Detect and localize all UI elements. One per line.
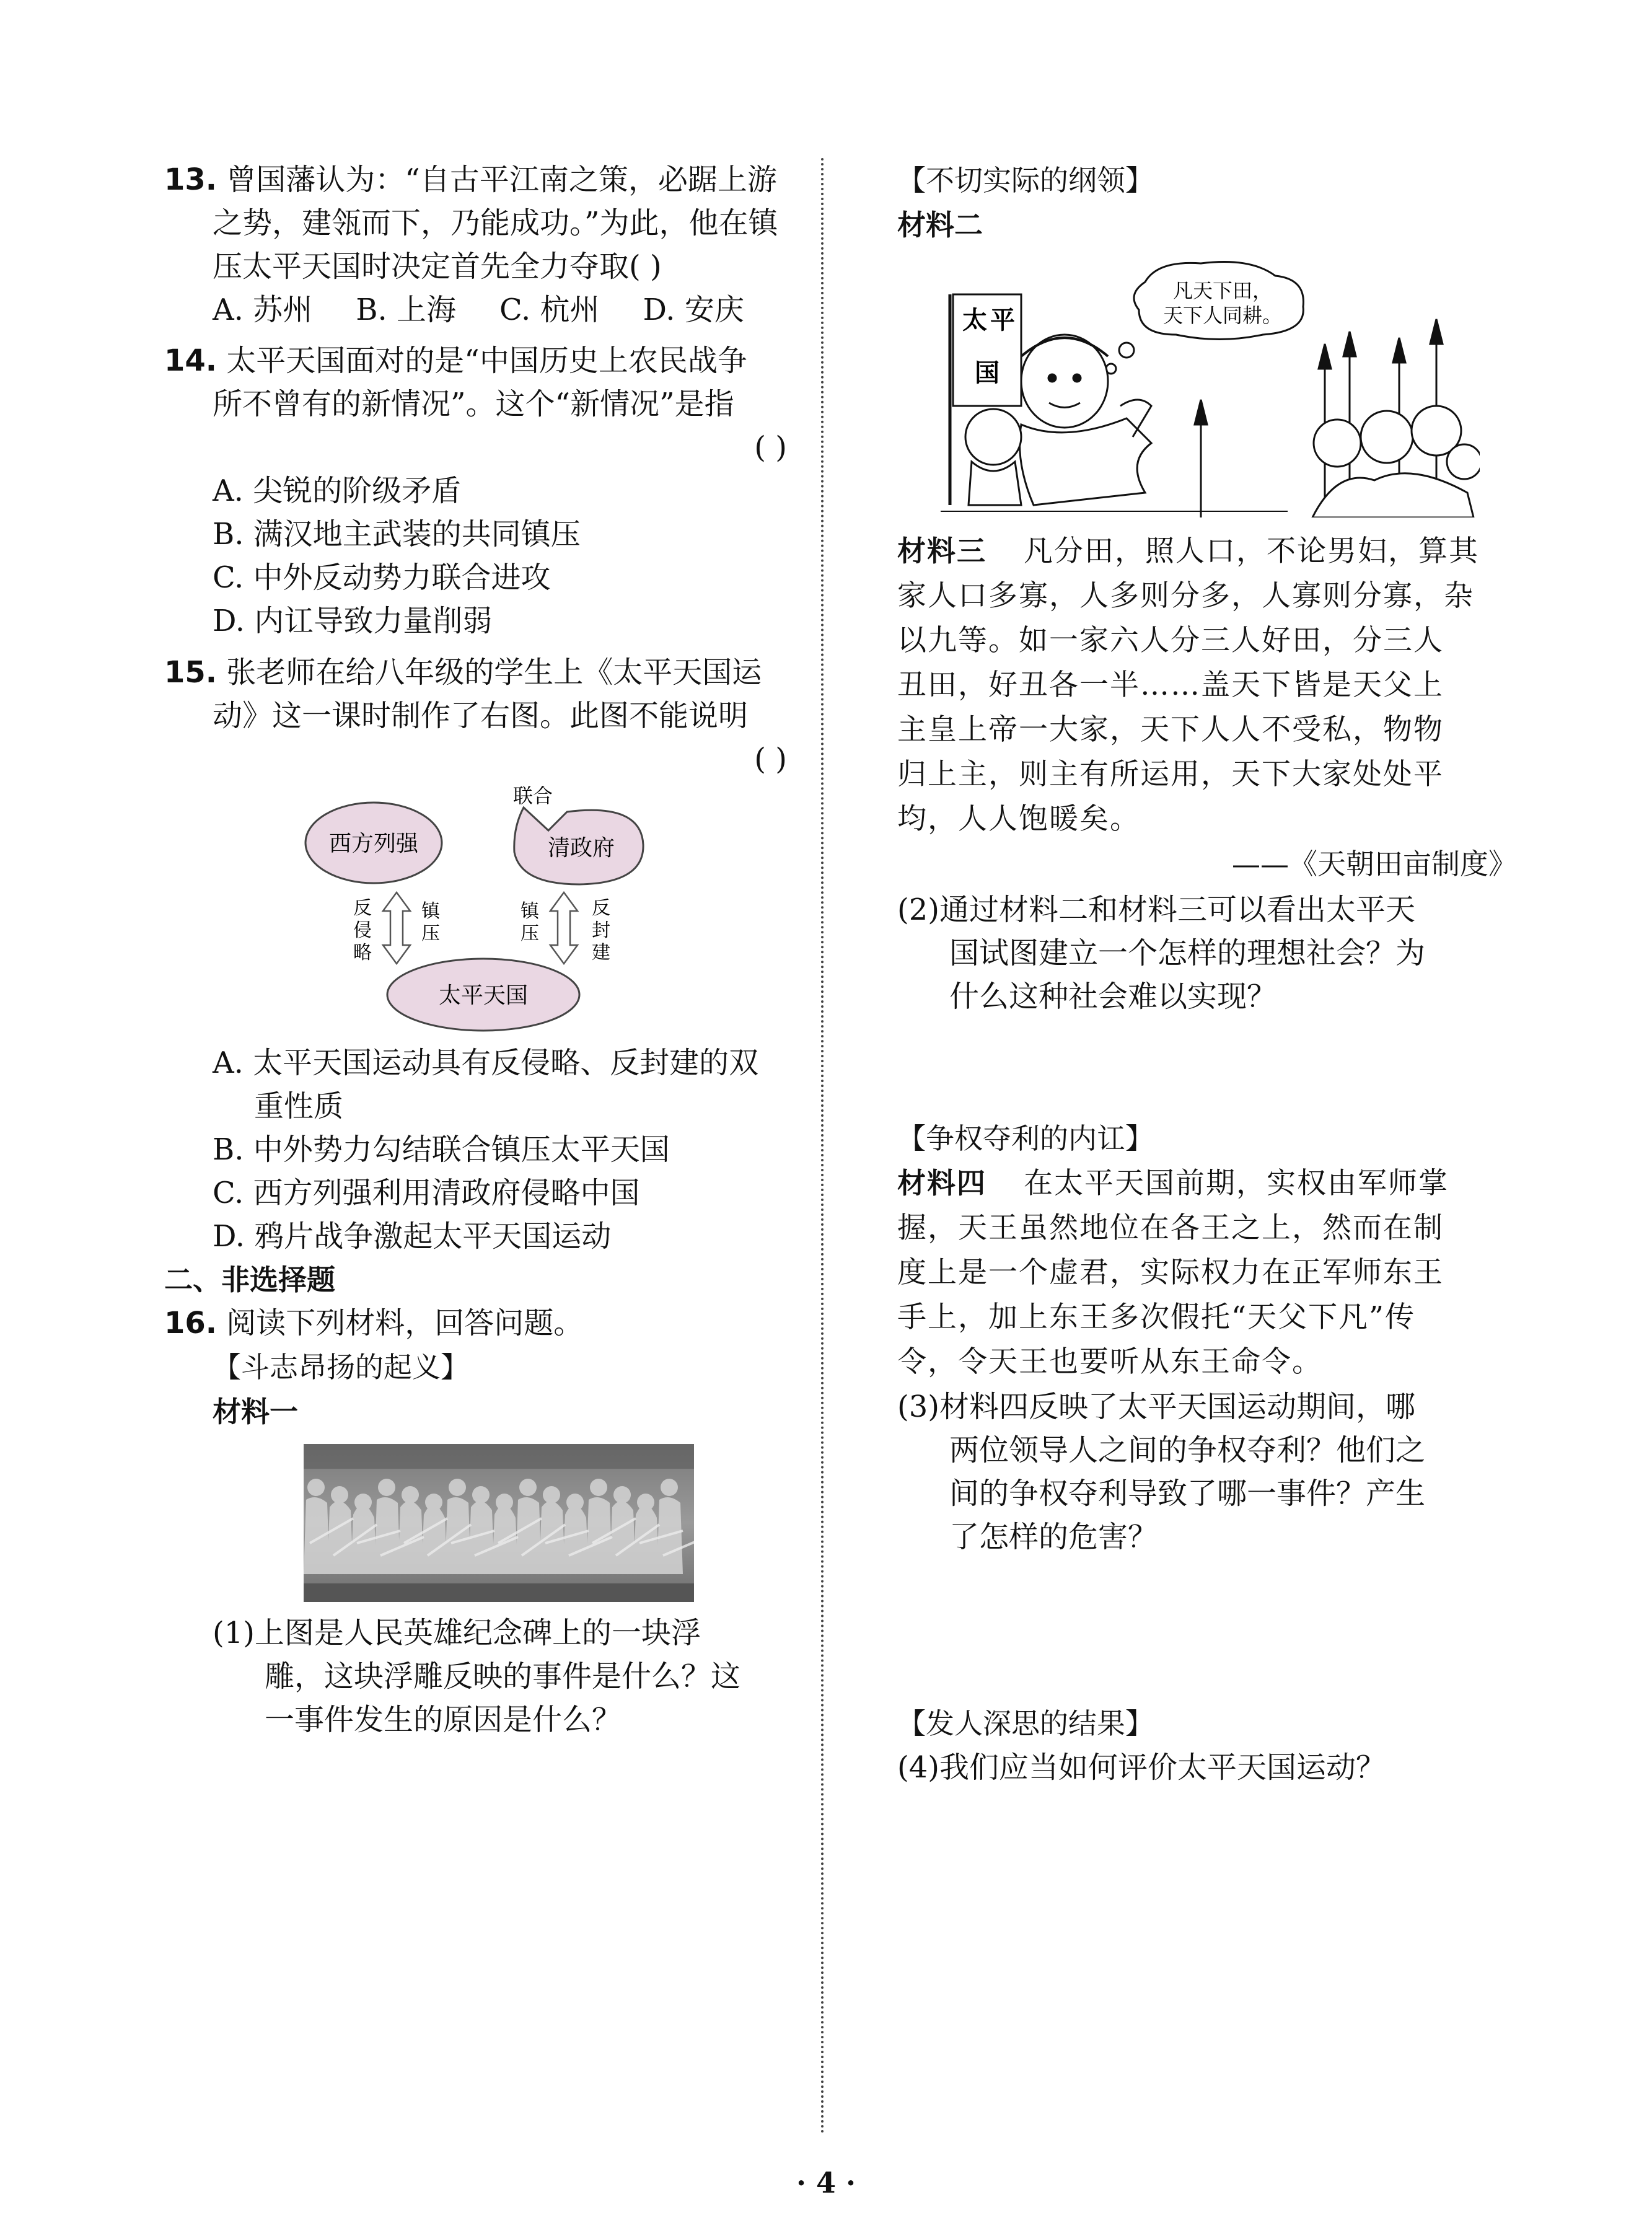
options: [164, 288, 793, 332]
material-text: 令，令天王也要听从东王命令。: [897, 1345, 1322, 1379]
option-b[interactable]: B. 满汉地主武装的共同镇压: [213, 517, 581, 552]
cartoon-illustration: [941, 257, 1480, 517]
material-label: 材料二: [897, 208, 983, 242]
material-text: 握，天王虽然地位在各王之上，然而在制: [897, 1211, 1444, 1245]
right-double-arrow: [550, 892, 578, 964]
question-text: 所不曾有的新情况”。这个“新情况”是指: [213, 387, 734, 421]
subquestion-text: 国试图建立一个怎样的理想社会？为: [949, 936, 1426, 971]
material-3: [897, 529, 1517, 886]
question-number: 15.: [164, 655, 217, 690]
question-intro: 阅读下列材料，回答问题。: [226, 1306, 584, 1340]
section-tag: 【发人深思的结果】: [897, 1707, 1154, 1740]
option-d[interactable]: D. 内讧导致力量削弱: [213, 604, 493, 638]
subquestion-text: (3)材料四反映了太平天国运动期间，哪: [897, 1389, 1415, 1424]
question-text: 太平天国面对的是“中国历史上农民战争: [226, 343, 747, 378]
speech-text-line2: 天下人同耕。: [1162, 304, 1283, 327]
section-heading: 二、非选择题: [164, 1263, 335, 1296]
page-number: · 4 ·: [796, 2166, 856, 2199]
column-divider: [821, 158, 824, 2135]
taiping-label: 太平天国: [438, 983, 529, 1008]
question-number: 13.: [164, 162, 217, 197]
material-label: 材料一: [213, 1395, 298, 1428]
material-text: 凡分田，照人口，不论男妇，算其: [1024, 534, 1479, 568]
subquestion-text: 什么这种社会难以实现？: [949, 979, 1277, 1014]
subquestion-text: 一事件发生的原因是什么？: [265, 1702, 622, 1737]
flag-text-3: 国: [975, 359, 1000, 387]
question-15-options: [164, 1041, 793, 1258]
qing-gov-label: 清政府: [547, 835, 615, 861]
subquestion-text: (2)通过材料二和材料三可以看出太平天: [897, 892, 1415, 927]
section-tag: 【不切实际的纲领】: [897, 164, 1154, 197]
relationship-diagram: [304, 778, 651, 1038]
material-4: [897, 1161, 1517, 1384]
option-b[interactable]: B. 中外势力勾结联合镇压太平天国: [213, 1132, 670, 1167]
option-c[interactable]: C. 西方列强利用清政府侵略中国: [213, 1176, 640, 1210]
material-text: 在太平天国前期，实权由军师掌: [1024, 1166, 1449, 1200]
question-text: 动》这一课时制作了右图。此图不能说明: [213, 698, 749, 733]
subquestion-2: [897, 888, 1517, 1018]
material-text: 以九等。如一家六人分三人好田，分三人: [897, 623, 1444, 658]
subquestion-4: (4)我们应当如何评价太平天国运动？: [897, 1750, 1386, 1785]
answer-bracket[interactable]: ( ): [754, 430, 787, 465]
material-text: 主皇上帝一大家，天下人人不受私，物物: [897, 713, 1444, 747]
question-text: 之势，建瓴而下，乃能成功。”为此，他在镇: [213, 206, 778, 240]
anti-feudal-label: 反封建: [592, 897, 610, 964]
material-text: 手上，加上东王多次假托“天父下凡”传: [897, 1300, 1416, 1334]
subquestion-text: (1)上图是人民英雄纪念碑上的一块浮: [213, 1616, 701, 1650]
answer-bracket[interactable]: ( ): [754, 742, 787, 777]
anti-aggression-label: 反侵略: [353, 897, 372, 964]
option-d[interactable]: D. 安庆: [643, 293, 744, 327]
material-source: ——《天朝田亩制度》: [1232, 847, 1517, 881]
subquestion-1: [213, 1611, 793, 1741]
material-text: 家人口多寡，人多则分多，人寡则分寡，杂: [897, 579, 1474, 613]
option-a-cont[interactable]: 重性质: [254, 1089, 344, 1124]
material-text: 归上主，则主有所运用，天下大家处处平: [897, 757, 1444, 791]
material-text: 丑田，好丑各一半……盖天下皆是天父上: [897, 668, 1444, 702]
subquestion-text: 雕，这块浮雕反映的事件是什么？这: [265, 1659, 741, 1694]
question-text: 压太平天国时决定首先全力夺取( ): [213, 249, 662, 284]
material-text: 度上是一个虚君，实际权力在正军师东王: [897, 1256, 1444, 1290]
relief-sculpture-image: [304, 1444, 694, 1602]
question-number: 16.: [164, 1306, 217, 1340]
suppress-label-right: 镇压: [521, 900, 539, 944]
question-text: 张老师在给八年级的学生上《太平天国运: [226, 655, 762, 690]
option-a[interactable]: A. 尖锐的阶级矛盾: [213, 473, 462, 508]
material-label: 材料三: [897, 534, 986, 568]
material-label: 材料四: [897, 1166, 986, 1200]
west-powers-label: 西方列强: [328, 831, 419, 856]
unite-label: 联合: [512, 784, 553, 808]
option-a[interactable]: A. 苏州: [213, 293, 313, 327]
subquestion-3: [897, 1385, 1517, 1559]
option-a[interactable]: A. 太平天国运动具有反侵略、反封建的双: [213, 1045, 759, 1080]
question-15: [164, 651, 793, 781]
flag-text-2: 平: [990, 306, 1015, 335]
subquestion-text: 两位领导人之间的争权夺利？他们之: [949, 1433, 1426, 1468]
material-text: 均，人人饱暖矣。: [897, 802, 1140, 836]
subquestion-text: 了怎样的危害？: [949, 1520, 1158, 1554]
speech-text-line1: 凡天下田，: [1172, 279, 1273, 302]
subquestion-text: 间的争权夺利导致了哪一事件？产生: [949, 1476, 1426, 1511]
section-tag: 【争权夺利的内讧】: [897, 1122, 1154, 1155]
question-14: [164, 339, 793, 643]
question-text: 曾国藩认为：“自古平江南之策，必踞上游: [226, 162, 777, 197]
option-c[interactable]: C. 杭州: [499, 293, 600, 327]
section-tag: 【斗志昂扬的起义】: [213, 1350, 469, 1384]
question-number: 14.: [164, 343, 217, 378]
question-13: [164, 158, 793, 332]
flag-text-1: 太: [962, 306, 987, 335]
option-d[interactable]: D. 鸦片战争激起太平天国运动: [213, 1219, 612, 1254]
option-b[interactable]: B. 上海: [356, 293, 456, 327]
left-double-arrow: [383, 892, 410, 964]
suppress-label-left: 镇压: [421, 900, 440, 944]
question-16: [164, 1301, 793, 1434]
option-c[interactable]: C. 中外反动势力联合进攻: [213, 560, 551, 595]
